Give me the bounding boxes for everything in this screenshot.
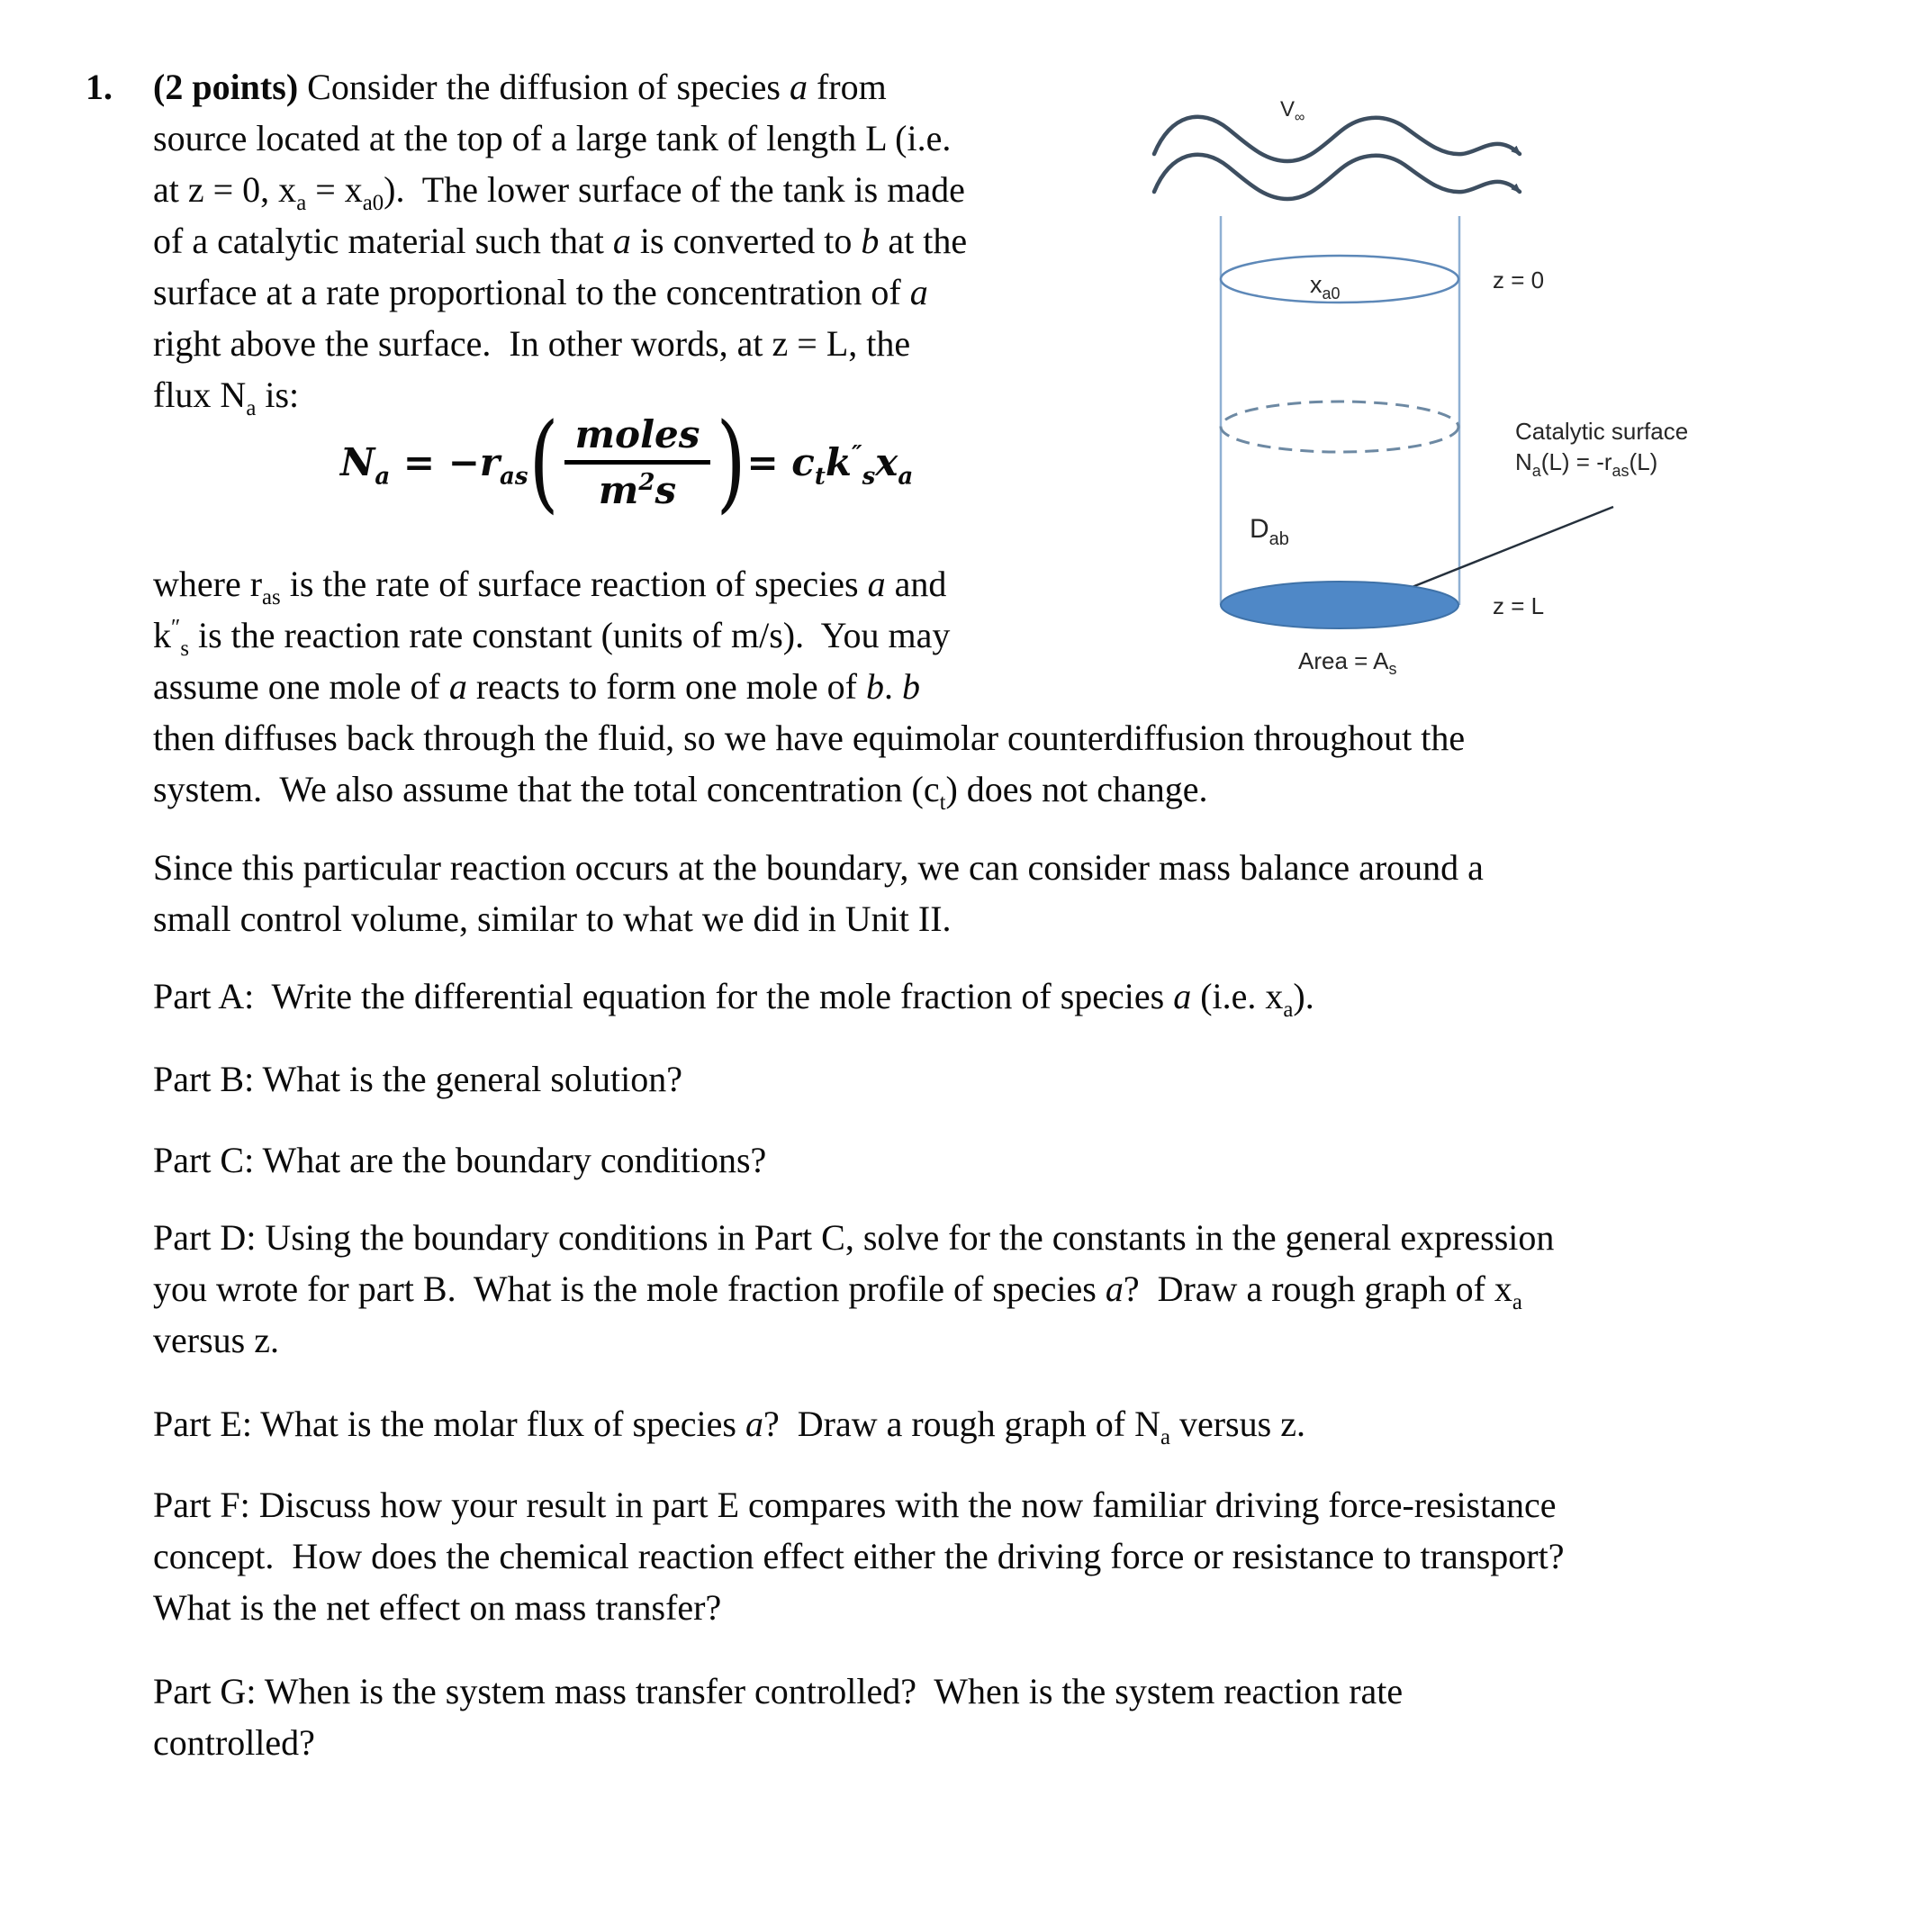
part-g: [153, 1666, 1403, 1768]
text-line: versus z.: [153, 1320, 279, 1360]
xa0-label: $x_{a0}$: [1310, 271, 1341, 302]
equation-lhs: $N_a = -r_{as}$: [340, 440, 528, 491]
text-line: Part F: Discuss how your result in part E compares with the now familiar driving force-resistance: [153, 1485, 1557, 1525]
catalytic-bottom-surface: [1221, 582, 1458, 628]
text-line: assume one mole of a reacts to form one mole of b. b: [153, 666, 920, 707]
text-line: right above the surface. In other words, at z = L, the: [153, 323, 911, 364]
text-line: Part C: What are the boundary conditions?: [153, 1140, 767, 1180]
part-d: [153, 1212, 1554, 1366]
catalytic-surface-label: Catalytic surface: [1515, 418, 1689, 445]
text-line: Part G: When is the system mass transfer controlled? When is the system reaction rate: [153, 1671, 1404, 1711]
part-e: [153, 1398, 1305, 1449]
left-parenthesis: (: [528, 400, 559, 525]
text-line: Part B: What is the general solution?: [153, 1059, 683, 1099]
freestream-velocity-label: $V_\infty$: [1280, 97, 1305, 125]
text-line: $k''_s$ is the reaction rate constant (units of m/s). You may: [153, 615, 951, 661]
text-line: you wrote for part B. What is the mole fraction profile of species a? Draw a rough graph of $x_a$: [153, 1268, 1522, 1314]
part-a: [153, 971, 1314, 1022]
flow-wave-icon: [1154, 117, 1520, 199]
part-f: [153, 1479, 1564, 1633]
text-line: Part E: What is the molar flux of species a? Draw a rough graph of $N_a$ versus z.: [153, 1404, 1305, 1449]
text-line: Part D: Using the boundary conditions in Part C, solve for the constants in the general expression: [153, 1217, 1555, 1258]
text-line: of a catalytic material such that a is converted to b at the: [153, 221, 968, 261]
text-line: surface at a rate proportional to the concentration of a: [153, 272, 928, 312]
text-line: system. We also assume that the total concentration $(c_t)$ does not change.: [153, 769, 1208, 815]
text-line: What is the net effect on mass transfer?: [153, 1587, 722, 1628]
flux-equation: [340, 400, 914, 525]
area-label: Area = $A_s$: [1298, 647, 1397, 678]
part-c: [153, 1134, 766, 1186]
text-line: Since this particular reaction occurs at the boundary, we can consider mass balance around a: [153, 847, 1484, 888]
diffusivity-label: $D_{ab}$: [1250, 514, 1289, 549]
text-line: small control volume, similar to what we did in Unit II.: [153, 898, 952, 939]
fraction-denominator: $m^2s$: [598, 468, 677, 512]
problem-number: 1.: [86, 67, 113, 107]
callout-arrow-icon: [1392, 507, 1613, 595]
tank-diagram: [1125, 77, 1720, 698]
text-line: source located at the top of a large tank of length L (i.e.: [153, 118, 952, 158]
catalytic-flux-label: $N_a(L) = -r_{as}(L)$: [1515, 448, 1658, 480]
fraction-numerator: moles: [564, 412, 711, 465]
control-volume-ellipse: [1221, 402, 1458, 452]
text-line: where $r_{as}$ is the rate of surface reaction of species a and: [153, 564, 947, 609]
text-line: controlled?: [153, 1722, 315, 1763]
equation-rhs: = $c_tk''_sx_a$: [746, 440, 914, 491]
text-line: Part A: Write the differential equation for the mole fraction of species a (i.e. $x_a$).: [153, 976, 1314, 1022]
text-line: at z = 0, $x_a = x_{a0}$). The lower surface of the tank is made: [153, 169, 965, 215]
text-line: then diffuses back through the fluid, so we have equimolar counterdiffusion throughout the: [153, 718, 1466, 758]
part-b: [153, 1053, 682, 1105]
text-line: (2 points) Consider the diffusion of species a from: [153, 67, 887, 107]
mass-balance-paragraph: [153, 842, 1484, 944]
zL-label: z = L: [1493, 592, 1545, 619]
right-parenthesis: ): [716, 400, 746, 525]
text-line: flux $N_a$ is:: [153, 375, 300, 420]
z0-label: z = 0: [1493, 266, 1545, 293]
units-fraction: [564, 412, 711, 512]
intro-paragraph: [153, 61, 967, 420]
text-line: concept. How does the chemical reaction effect either the driving force or resistance to transport?: [153, 1536, 1565, 1576]
